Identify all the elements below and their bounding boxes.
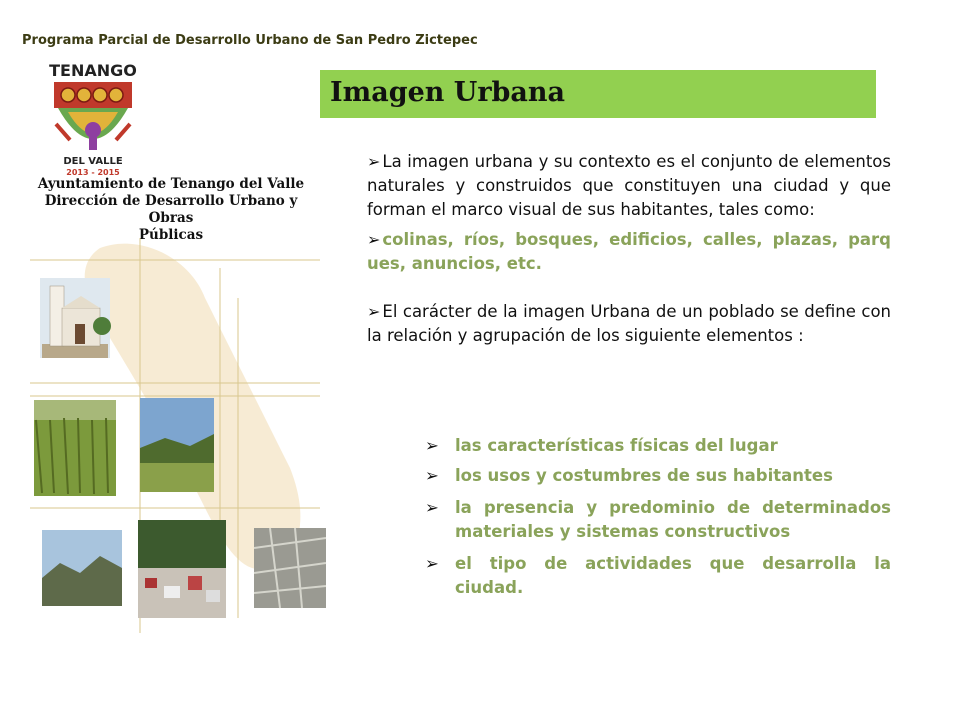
logo-subtitle: DEL VALLE: [63, 156, 123, 167]
paragraph-1-text: La imagen urbana y su contexto es el conjunto de elementos naturales y construidos que constituyen una ciudad y que forman el marco visual de sus habitantes, tales como:: [367, 152, 891, 219]
bullet-arrow-icon: ➢: [367, 302, 381, 321]
main-content: [367, 150, 891, 348]
tenango-logo: [48, 60, 138, 178]
logo-emblem-stem: [89, 136, 97, 150]
photo-collage: [30, 238, 330, 638]
bullet-arrow-icon: ➢: [367, 152, 381, 171]
logo-emblem: [85, 122, 101, 138]
paragraph-3-text: El carácter de la imagen Urbana de un poblado se define con la relación y agrupación de los siguiente elementos :: [367, 302, 891, 345]
list-item-text: las características físicas del lugar: [455, 436, 778, 455]
program-title: Programa Parcial de Desarrollo Urbano de San Pedro Zictepec: [22, 33, 478, 48]
paragraph-2-text: colinas, ríos, bosques, edificios, calles, plazas, parq ues, anuncios, etc.: [367, 230, 891, 273]
bullet-arrow-icon: ➢: [425, 436, 439, 455]
section-heading: Imagen Urbana: [330, 77, 566, 108]
org-line-2: Dirección de Desarrollo Urbano y Obras: [44, 193, 298, 226]
bullet-arrow-icon: ➢: [425, 554, 439, 573]
list-item: [425, 434, 891, 458]
logo-circle: [61, 88, 75, 102]
sub-list: [425, 434, 891, 600]
bullet-arrow-icon: ➢: [425, 498, 439, 517]
logo-circle: [109, 88, 123, 102]
logo-name: TENANGO: [49, 61, 137, 80]
list-item: [425, 496, 891, 544]
paragraph-1: [367, 150, 891, 222]
org-line-1: Ayuntamiento de Tenango del Valle: [37, 176, 305, 192]
list-item-text: la presencia y predominio de determinados materiales y sistemas constructivos: [455, 498, 891, 541]
church-photo: [40, 278, 111, 358]
list-item-text: los usos y costumbres de sus habitantes: [455, 466, 833, 485]
paragraph-2: [367, 228, 891, 276]
logo-circle: [93, 88, 107, 102]
list-item: [425, 464, 891, 488]
logo-years: 2013 - 2015: [66, 168, 120, 177]
logo-circle: [77, 88, 91, 102]
paragraph-3: [367, 300, 891, 348]
bullet-arrow-icon: ➢: [425, 466, 439, 485]
list-item-text: el tipo de actividades que desarrolla la ciudad.: [455, 554, 891, 597]
bullet-arrow-icon: ➢: [367, 230, 381, 249]
organization-block: [26, 176, 316, 244]
org-line-3: Públicas: [138, 227, 204, 243]
list-item: [425, 552, 891, 600]
